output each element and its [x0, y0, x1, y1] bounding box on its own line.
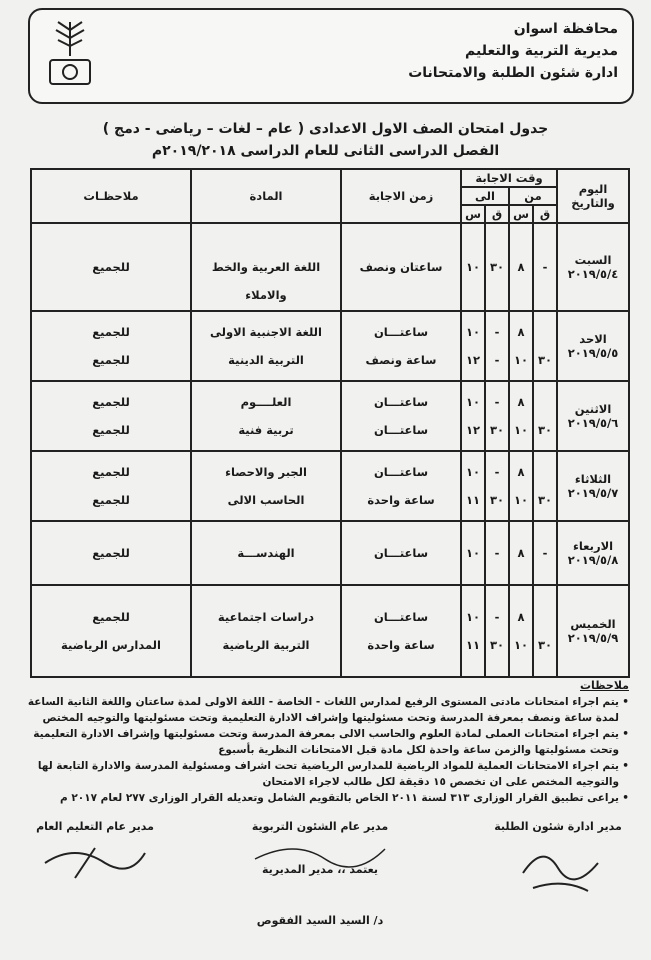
cell-fq-value	[534, 388, 556, 416]
signature-education	[20, 820, 170, 896]
cell-tq-value: -	[494, 325, 500, 339]
ministry-logo-icon	[44, 16, 96, 92]
cell-subj	[191, 381, 341, 451]
signature-students-title: مدير ادارة شئون الطلبة	[494, 820, 622, 833]
cell-subj	[191, 521, 341, 585]
cell-ts-value: ١١	[465, 638, 481, 652]
cell-subj	[191, 451, 341, 521]
cell-ts	[461, 381, 485, 451]
day-date: ٢٠١٩/٥/٥	[567, 346, 619, 360]
notes-title: ملاحظات	[580, 679, 629, 692]
cell-tq	[485, 311, 509, 381]
note-item: • يتم اجراء الامتحانات العملية للمواد الرياضية للمدارس الرياضية تحت اشراف ومسئولية المدرسة والادارة التابعة لها والتوجيه المختص على ان تخصص ١٥ دقيقة لكل طالب لاجراء الامتحان	[21, 758, 629, 790]
signature-education-title: مدير عام التعليم العام	[36, 820, 154, 833]
cell-tq	[485, 381, 509, 451]
cell-subj	[191, 311, 341, 381]
cell-dur-value: ساعتـــان	[373, 610, 429, 624]
cell-fq-value	[534, 318, 556, 346]
cell-dur	[341, 451, 461, 521]
cell-ts	[461, 585, 485, 677]
cell-dur	[341, 223, 461, 311]
title-line-2: الفصل الدراسى الثانى للعام الدراسى ٢٠١٩/٢٠١٨م	[151, 143, 500, 159]
cell-fq-value: -	[542, 260, 548, 274]
cell-tq	[485, 451, 509, 521]
cell-tq-value: ٣٠	[489, 423, 505, 437]
day-name: الاثنين	[574, 402, 612, 416]
day-date: ٢٠١٩/٥/٦	[567, 416, 619, 430]
cell-fq	[533, 311, 557, 381]
document-title	[0, 118, 651, 162]
cell-ts-value: ١١	[465, 493, 481, 507]
cell-tq	[485, 585, 509, 677]
cell-dur-value: ساعتـــان	[373, 465, 429, 479]
cell-dur-value: ساعة ونصف	[365, 353, 437, 367]
cell-tq-value: ٣٠	[489, 638, 505, 652]
cell-note-value: للجميع	[92, 395, 130, 409]
cell-ts	[461, 223, 485, 311]
signature-name: د/ السيد السيد الفقوص	[256, 914, 384, 927]
exam-schedule-table	[30, 168, 630, 678]
title-line-1: جدول امتحان الصف الاول الاعدادى ( عام – لغات – رياضى - دمج )	[102, 121, 549, 137]
cell-fs-value: ٨	[517, 610, 525, 624]
cell-fs-value: ٨	[517, 395, 525, 409]
table-row	[31, 223, 629, 311]
cell-note	[31, 381, 191, 451]
cell-fq-value: -	[542, 546, 548, 560]
col-from-s: س	[509, 205, 533, 223]
cell-ts-value: ١٠	[465, 610, 481, 624]
cell-subj-value: الجبر والاحصاء	[225, 465, 307, 479]
col-day-header: اليوم والتاريخ	[557, 169, 629, 223]
cell-note-value: للجميع	[92, 465, 130, 479]
cell-subj-value: دراسات اجتماعية	[217, 610, 315, 624]
cell-note	[31, 585, 191, 677]
table-row	[31, 451, 629, 521]
cell-fq	[533, 381, 557, 451]
cell-tq-value: -	[494, 395, 500, 409]
col-notes-header: ملاحظـات	[31, 169, 191, 223]
cell-fs-value: ٨	[517, 465, 525, 479]
cell-fq-value	[534, 458, 556, 486]
cell-note-value: للجميع	[92, 353, 130, 367]
cell-fs-value: ٨	[517, 260, 525, 274]
day-cell	[557, 381, 629, 451]
cell-subj-value: العلــــوم	[240, 395, 292, 409]
cell-ts-value: ١٠	[465, 325, 481, 339]
cell-tq-value: -	[494, 546, 500, 560]
cell-fq	[533, 223, 557, 311]
cell-ts-value: ١٠	[465, 546, 481, 560]
day-date: ٢٠١٩/٥/٩	[567, 631, 619, 645]
cell-note-value: للجميع	[92, 493, 130, 507]
cell-tq-value: -	[494, 353, 500, 367]
cell-fq	[533, 585, 557, 677]
cell-note-value: للجميع	[92, 260, 130, 274]
cell-tq-value: ٣٠	[489, 260, 505, 274]
day-name: الاربعاء	[572, 539, 614, 553]
cell-ts-value: ١٠	[465, 395, 481, 409]
cell-fq-value: ٣٠	[537, 353, 553, 367]
day-cell	[557, 451, 629, 521]
cell-tq-value: ٣٠	[489, 493, 505, 507]
cell-dur	[341, 521, 461, 585]
day-name: الخميس	[570, 617, 616, 631]
cell-fs-value: ٨	[517, 325, 525, 339]
day-date: ٢٠١٩/٥/٨	[567, 553, 619, 567]
cell-fs	[509, 223, 533, 311]
cell-subj	[191, 223, 341, 311]
note-item: • يتم اجراء امتحانات العملى لمادة العلوم والحاسب الالى بمعرفة المدرسة وتحت مسئوليتها وإشراف الادارة التعليمية وتحت مسئوليتها والزمن ساعة واحدة لكل مادة قبل الامتحانات النظرية بأسبوع	[21, 726, 629, 758]
directorate-label: مديرية التربية والتعليم	[465, 43, 618, 59]
cell-tq	[485, 223, 509, 311]
col-time-header: وقت الاجابة	[461, 169, 557, 187]
cell-dur	[341, 381, 461, 451]
cell-subj-value: اللغة العربية والخط والاملاء	[211, 260, 321, 302]
cell-ts-value: ١٠	[465, 465, 481, 479]
cell-note-value: للجميع	[92, 423, 130, 437]
handwritten-signature-icon	[245, 834, 395, 874]
cell-subj-value: التربية الرياضية	[222, 638, 310, 652]
cell-fq-value: ٣٠	[537, 423, 553, 437]
cell-dur-value: ساعتان ونصف	[359, 260, 443, 274]
cell-ts	[461, 311, 485, 381]
cell-note	[31, 521, 191, 585]
cell-fq-value: ٣٠	[537, 493, 553, 507]
cell-subj-value: الهندســـة	[237, 546, 295, 560]
signature-students	[483, 820, 633, 906]
cell-fs	[509, 311, 533, 381]
cell-ts-value: ١٢	[465, 423, 481, 437]
col-from-header: من	[509, 187, 557, 205]
col-to-q: ق	[485, 205, 509, 223]
header-box	[28, 8, 634, 104]
cell-fs-value: ١٠	[513, 638, 529, 652]
cell-fs	[509, 451, 533, 521]
col-subject-header: المادة	[191, 169, 341, 223]
cell-fs-value: ١٠	[513, 493, 529, 507]
table-row	[31, 585, 629, 677]
cell-dur-value: ساعة واحدة	[367, 493, 435, 507]
cell-ts-value: ١٢	[465, 353, 481, 367]
cell-dur-value: ساعة واحدة	[367, 638, 435, 652]
table-row	[31, 521, 629, 585]
cell-subj-value: اللغة الاجنبية الاولى	[210, 325, 322, 339]
cell-note	[31, 223, 191, 311]
day-name: الثلاثاء	[574, 472, 612, 486]
cell-tq-value: -	[494, 465, 500, 479]
day-date: ٢٠١٩/٥/٧	[567, 486, 619, 500]
cell-dur-value: ساعتـــان	[373, 325, 429, 339]
col-duration-header: زمن الاجابة	[341, 169, 461, 223]
cell-fq-value: ٣٠	[537, 638, 553, 652]
day-cell	[557, 311, 629, 381]
signature-director	[225, 820, 415, 927]
day-date: ٢٠١٩/٥/٤	[567, 267, 619, 281]
cell-dur	[341, 585, 461, 677]
cell-note	[31, 311, 191, 381]
cell-fq	[533, 521, 557, 585]
cell-note-value: للجميع	[92, 325, 130, 339]
cell-dur-value: ساعتـــان	[373, 423, 429, 437]
cell-fs	[509, 381, 533, 451]
cell-subj-value: تربية فنية	[238, 423, 294, 437]
cell-fs-value: ٨	[517, 546, 525, 560]
notes-section	[21, 678, 629, 806]
table-row	[31, 381, 629, 451]
cell-subj-value: التربية الدينية	[228, 353, 304, 367]
cell-dur	[341, 311, 461, 381]
cell-fs-value: ١٠	[513, 353, 529, 367]
col-from-q: ق	[533, 205, 557, 223]
signature-general-title: مدير عام الشئون التربوية	[251, 820, 389, 833]
governorate-label: محافظة اسوان	[513, 21, 618, 37]
signature-approve: يعتمد ،، مدير المديرية	[262, 863, 378, 876]
cell-fq	[533, 451, 557, 521]
cell-subj-value: الحاسب الالى	[227, 493, 305, 507]
note-item: • يراعى تطبيق القرار الوزارى ٣١٣ لسنة ٢٠١١ الخاص بالتقويم الشامل وتعديله القرار الوزارى ٢٧٧ لعام ٢٠١٧ م	[21, 790, 629, 806]
cell-tq	[485, 521, 509, 585]
cell-subj	[191, 585, 341, 677]
handwritten-signature-icon	[503, 833, 613, 903]
cell-note-value: للجميع	[92, 610, 130, 624]
cell-ts	[461, 521, 485, 585]
cell-ts-value: ١٠	[465, 260, 481, 274]
cell-dur-value: ساعتـــان	[373, 395, 429, 409]
day-cell	[557, 521, 629, 585]
handwritten-signature-icon	[35, 833, 155, 893]
table-row	[31, 311, 629, 381]
note-item: • يتم اجراء امتحانات مادتى المستوى الرفيع لمدارس اللغات - الخاصة - اللغة الاولى لمدة ساعتان واللغة الثانية الساعة لمدة ساعة ونصف بمعرفة المدرسة وتحت مسئوليتها وإشراف الادارة التعليمية وتحت مسئوليتها والتوجيه المختص	[21, 694, 629, 726]
cell-note-value: المدارس الرياضية	[61, 638, 161, 652]
cell-tq-value: -	[494, 610, 500, 624]
cell-note-value: للجميع	[92, 546, 130, 560]
cell-dur-value: ساعتـــان	[373, 546, 429, 560]
cell-fs	[509, 585, 533, 677]
cell-ts	[461, 451, 485, 521]
cell-fq-value	[534, 603, 556, 631]
day-cell	[557, 585, 629, 677]
cell-note	[31, 451, 191, 521]
col-to-header: الى	[461, 187, 509, 205]
day-name: السبت	[574, 253, 612, 267]
day-cell	[557, 223, 629, 311]
col-to-s: س	[461, 205, 485, 223]
department-label: ادارة شئون الطلبة والامتحانات	[408, 65, 618, 81]
cell-fs-value: ١٠	[513, 423, 529, 437]
day-name: الاحد	[579, 332, 607, 346]
cell-fs	[509, 521, 533, 585]
